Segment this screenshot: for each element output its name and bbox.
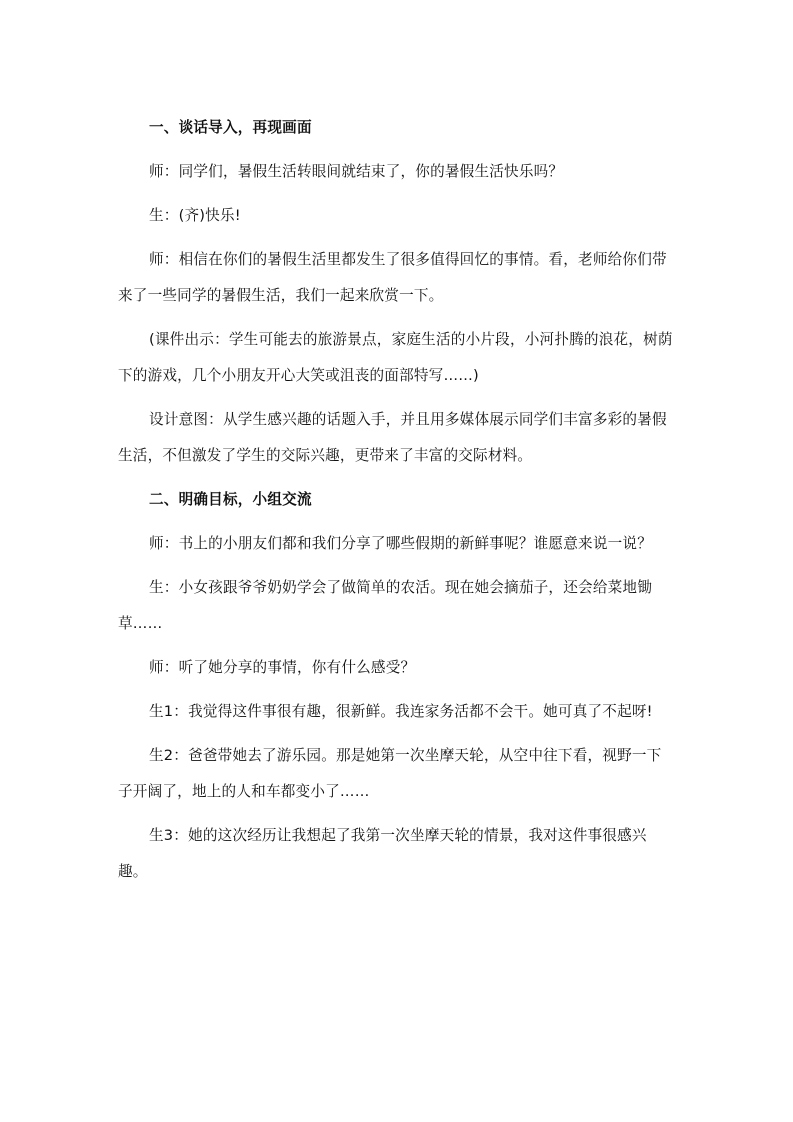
- paragraph: 师：相信在你们的暑假生活里都发生了很多值得回忆的事情。看，老师给你们带来了一些同学的暑假生活，我们一起来欣赏一下。: [118, 251, 667, 304]
- paragraph: (课件出示：学生可能去的旅游景点，家庭生活的小片段，小河扑腾的浪花，树荫下的游戏，几个小朋友开心大笑或沮丧的面部特写……): [118, 331, 673, 384]
- paragraph: 师：同学们，暑假生活转眼间就结束了，你的暑假生活快乐吗？: [149, 163, 564, 180]
- paragraph: 生2：爸爸带她去了游乐园。那是她第一次坐摩天轮，从空中往下看，视野一下子开阔了，地上的人和车都变小了……: [118, 747, 662, 800]
- paragraph: 生：(齐)快乐!: [149, 207, 241, 224]
- section-heading-2: 二、明确目标，小组交流: [149, 491, 312, 508]
- design-intent-paragraph: 设计意图：从学生感兴趣的话题入手，并且用多媒体展示同学们丰富多彩的暑假生活，不但激发了学生的交际兴趣，更带来了丰富的交际材料。: [118, 411, 667, 464]
- paragraph: 师：书上的小朋友们都和我们分享了哪些假期的新鲜事呢？谁愿意来说一说？: [149, 535, 652, 552]
- paragraph: 生：小女孩跟爷爷奶奶学会了做简单的农活。现在她会摘茄子，还会给菜地锄草……: [118, 579, 652, 632]
- paragraph: 生1：我觉得这件事很有趣，很新鲜。我连家务活都不会干。她可真了不起呀!: [149, 703, 653, 720]
- paragraph: 生3：她的这次经历让我想起了我第一次坐摩天轮的情景，我对这件事很感兴趣。: [118, 827, 647, 880]
- paragraph: 师：听了她分享的事情，你有什么感受？: [149, 659, 416, 676]
- section-heading-1: 一、谈话导入，再现画面: [149, 119, 312, 136]
